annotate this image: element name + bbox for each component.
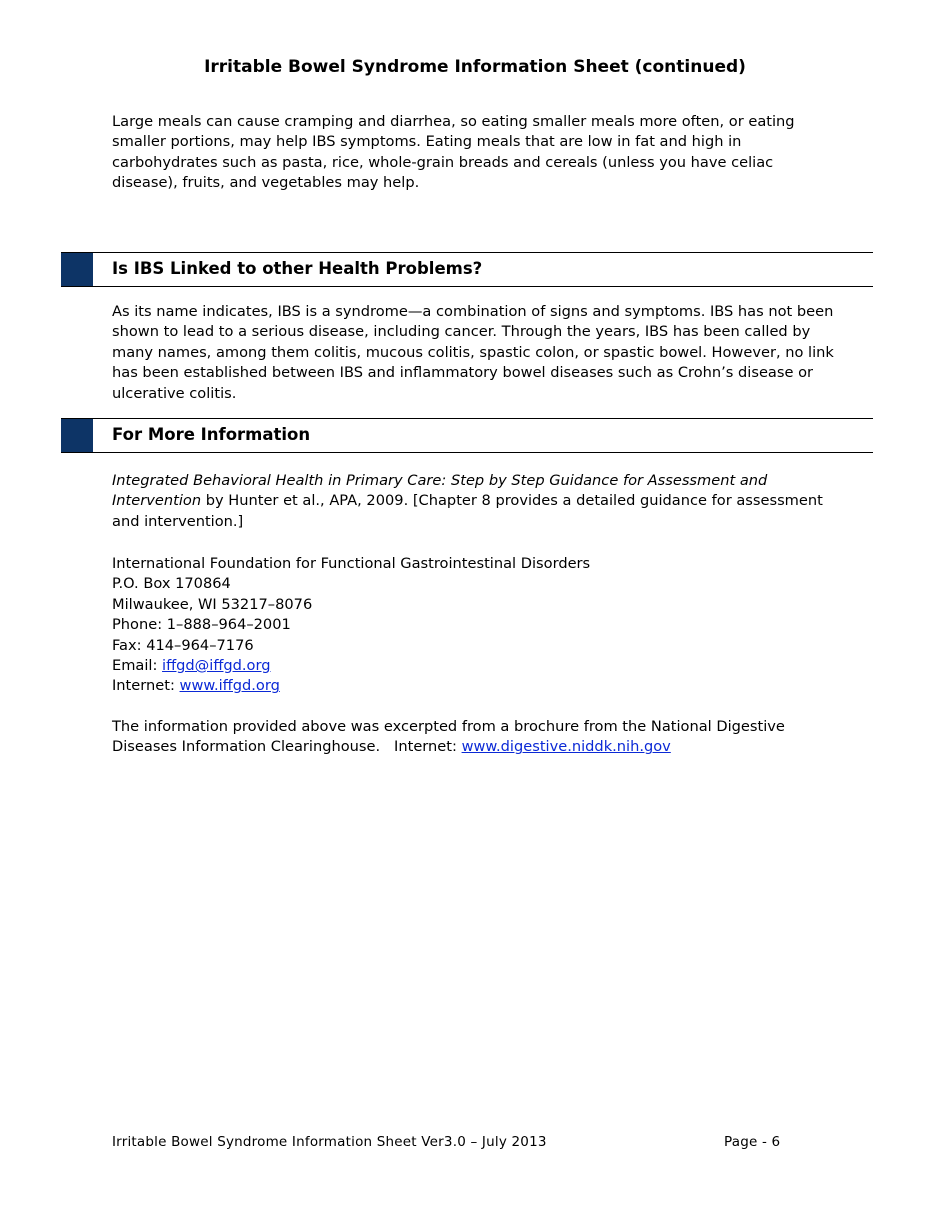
- contact-org: International Foundation for Functional Gastrointestinal Disorders: [112, 555, 591, 572]
- source-text: The information provided above was excerpted from a brochure from the National Digestive Diseases Information Clearinghouse.: [112, 718, 785, 756]
- reference-rest: by Hunter et al., APA, 2009. [Chapter 8 provides a detailed guidance for assessment and intervention.]: [112, 492, 823, 530]
- source-internet-label: Internet:: [380, 738, 462, 756]
- contact-email-line: [112, 656, 842, 676]
- linked-paragraph: As its name indicates, IBS is a syndrome—a combination of signs and symptoms. IBS has not been shown to lead to a serious disease, including cancer. Through the years, IBS has been called by many names, among them colitis, mucous colitis, spastic colon, or spastic bowel. However, no link has been established between IBS and inflammatory bowel diseases such as Crohn’s disease or ulcerative colitis.: [112, 303, 834, 402]
- section-header-more-info: [61, 418, 873, 453]
- source-link[interactable]: www.digestive.niddk.nih.gov: [461, 738, 671, 756]
- section-marker: [61, 253, 93, 286]
- source-paragraph: [112, 717, 842, 758]
- contact-phone: Phone: 1–888–964–2001: [112, 616, 291, 634]
- reference-paragraph: [112, 471, 842, 532]
- section-marker: [61, 419, 93, 452]
- email-label: Email:: [112, 657, 163, 675]
- intro-paragraph: Large meals can cause cramping and diarrhea, so eating smaller meals more often, or eating smaller portions, may help IBS symptoms. Eating meals that are low in fat and high in carbohydrates such as pasta, rice, whole-grain breads and cereals (unless you have celiac disease), fruits, and vegetables may help.: [112, 113, 795, 192]
- footer-doc-info: Irritable Bowel Syndrome Information Sheet Ver3.0 – July 2013: [112, 1134, 547, 1150]
- contact-city: Milwaukee, WI 53217–8076: [112, 595, 313, 613]
- book-title: Integrated Behavioral Health in Primary Care: Step by Step Guidance for Assessment and Intervention: [112, 472, 768, 510]
- section-header-linked: [61, 252, 873, 287]
- section-title: For More Information: [112, 425, 311, 444]
- contact-internet-line: [112, 676, 842, 696]
- contact-block: [112, 554, 842, 697]
- contact-fax: Fax: 414–964–7176: [112, 636, 254, 654]
- section-title: Is IBS Linked to other Health Problems?: [112, 259, 483, 278]
- internet-label: Internet:: [112, 677, 180, 695]
- internet-link[interactable]: www.iffgd.org: [179, 677, 280, 695]
- page-title: Irritable Bowel Syndrome Information Sheet (continued): [204, 57, 746, 77]
- page-number: Page - 6: [724, 1134, 781, 1150]
- email-link[interactable]: iffgd@iffgd.org: [162, 657, 271, 675]
- contact-po-box: P.O. Box 170864: [112, 575, 231, 593]
